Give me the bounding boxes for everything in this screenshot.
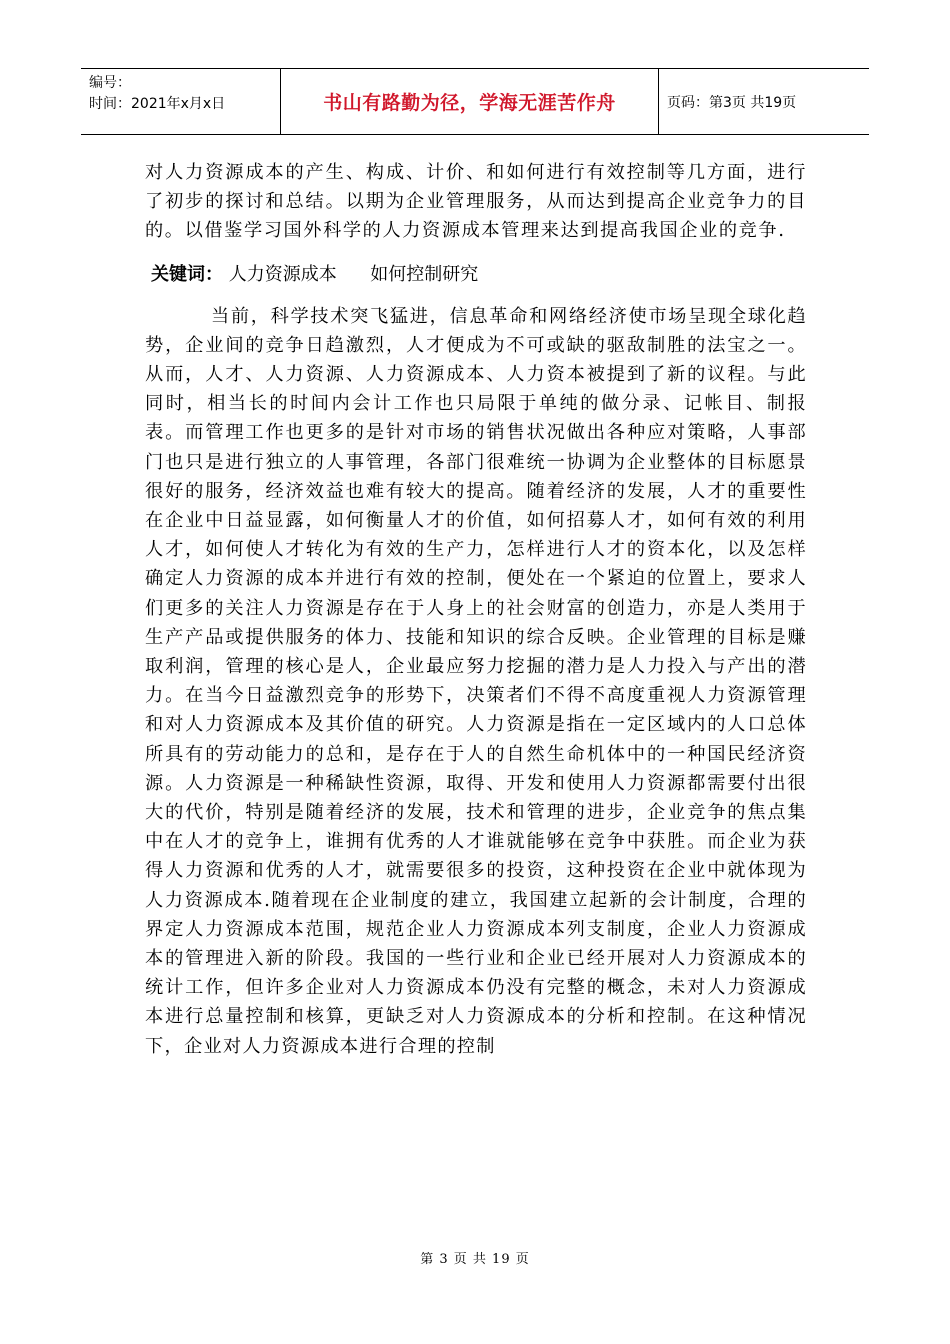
- serial-number-label: 编号：: [89, 75, 131, 91]
- keywords-label: 关键词：: [151, 263, 223, 285]
- page-header: [81, 68, 869, 135]
- page-footer: 第 3 页 共 19 页: [420, 1252, 530, 1267]
- date-label: 时间：2021年x月x日: [89, 96, 226, 112]
- body-paragraph: 当前，科学技术突飞猛进，信息革命和网络经济使市场呈现全球化趋势，企业间的竞争日趋激烈，人才便成为不可或缺的驱敌制胜的法宝之一。从而，人才、人力资源、人力资源成本、人力资本被提到了新的议程。与此同时，相当长的时间内会计工作也只局限于单纯的做分录、记帐目、制报表。而管理工作也更多的是针对市场的销售状况做出各种应对策略，人事部门也只是进行独立的人事管理，各部门很难统一协调为企业整体的目标愿景很好的服务，经济效益也难有较大的提高。随着经济的发展，人才的重要性在企业中日益显露，如何衡量人才的价值，如何招募人才，如何有效的利用人才，如何使人才转化为有效的生产力，怎样进行人才的资本化，以及怎样确定人力资源的成本并进行有效的控制，便处在一个紧迫的位置上，要求人们更多的关注人力资源是存在于人身上的社会财富的创造力，亦是人类用于生产产品或提供服务的体力、技能和知识的综合反映。企业管理的目标是赚取利润，管理的核心是人，企业最应努力挖掘的潜力是人力投入与产出的潜力。在当今日益激烈竞争的形势下，决策者们不得不高度重视人力资源管理和对人力资源成本及其价值的研究。人力资源是指在一定区域内的人口总体所具有的劳动能力的总和，是存在于人的自然生命机体中的一种国民经济资源。人力资源是一种稀缺性资源，取得、开发和使用人力资源都需要付出很大的代价，特别是随着经济的发展，技术和管理的进步，企业竞争的焦点集中在人才的竞争上，谁拥有优秀的人才谁就能够在竞争中获胜。而企业为获得人力资源和优秀的人才，就需要很多的投资，这种投资在企业中就体现为人力资源成本.随着现在企业制度的建立，我国建立起新的会计制度，合理的界定人力资源成本范围，规范企业人力资源成本列支制度，企业人力资源成本的管理进入新的阶段。我国的一些行业和企业已经开展对人力资源成本的统计工作，但许多企业对人力资源成本仍没有完整的概念，未对人力资源成本进行总量控制和核算，更缺乏对人力资源成本的分析和控制。在这种情况下，企业对人力资源成本进行合理的控制: [145, 305, 807, 1057]
- document-body: [145, 158, 807, 1061]
- intro-paragraph: 对人力资源成本的产生、构成、计价、和如何进行有效控制等几方面，进行了初步的探讨和总结。以期为企业管理服务，从而达到提高企业竞争力的目的。以借鉴学习国外科学的人力资源成本管理来达到提高我国企业的竞争.: [145, 162, 807, 242]
- keyword-item: 人力资源成本: [228, 263, 337, 285]
- header-info-cell: [81, 69, 281, 134]
- header-page-number: 页码：第3页 共19页: [667, 94, 797, 111]
- keyword-item: 如何控制研究: [370, 263, 479, 285]
- keywords-line: [151, 260, 807, 290]
- header-motto: 书山有路勤为径，学海无涯苦作舟: [281, 69, 659, 134]
